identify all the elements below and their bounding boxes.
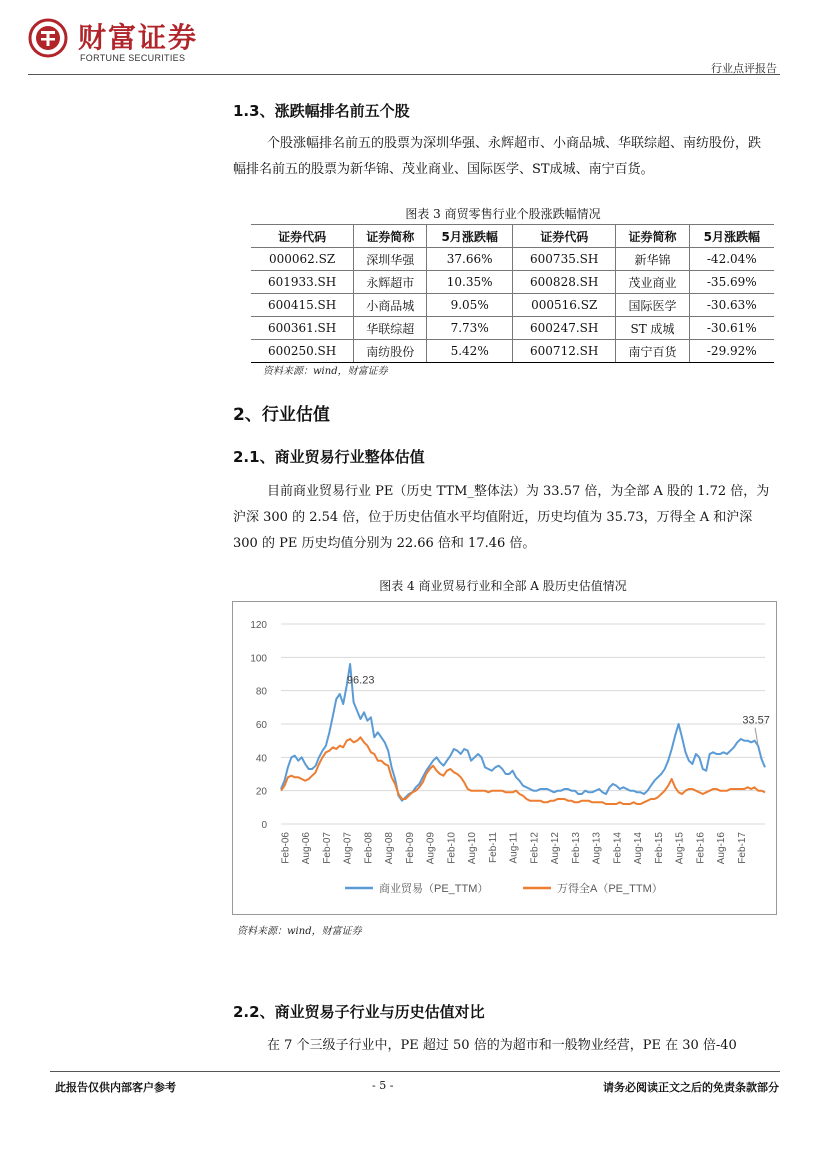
y-tick-label: 80 — [255, 686, 267, 698]
section-1-3-title: 1.3、涨跌幅排名前五个股 — [233, 102, 410, 120]
table-cell: -42.04% — [689, 248, 774, 271]
x-tick-label: Feb-11 — [487, 832, 499, 863]
series-line-1 — [281, 737, 765, 804]
table-cell: 000516.SZ — [512, 294, 615, 317]
y-tick-label: 40 — [255, 753, 267, 765]
data-label: 96.23 — [346, 674, 375, 687]
table-row — [251, 340, 774, 363]
x-tick-label: Feb-06 — [280, 832, 292, 864]
table-row — [251, 248, 774, 271]
y-tick-label: 0 — [261, 820, 267, 831]
table-cell: 永辉超市 — [354, 271, 427, 294]
report-type-label: 行业点评报告 — [711, 62, 777, 75]
x-tick-label: Feb-12 — [529, 832, 541, 864]
table-cell: ST 成城 — [616, 317, 689, 340]
table-cell: 000062.SZ — [251, 248, 354, 271]
table-row — [251, 271, 774, 294]
x-tick-label: Aug-14 — [633, 832, 645, 865]
table-cell: 南宁百货 — [616, 340, 689, 363]
data-label: 33.57 — [742, 714, 770, 727]
x-tick-label: Aug-16 — [716, 832, 728, 865]
table-cell: 小商品城 — [354, 294, 427, 317]
y-tick-label: 100 — [250, 653, 267, 665]
col-header-name: 证券简称 — [354, 225, 427, 248]
table-header-row — [251, 225, 774, 248]
x-tick-label: Feb-13 — [570, 832, 582, 864]
stock-change-table — [251, 224, 774, 363]
x-tick-label: Feb-08 — [363, 832, 375, 864]
x-tick-label: Aug-08 — [384, 832, 396, 865]
section-2-1-paragraph: 目前商业贸易行业 PE（历史 TTM_整体法）为 33.57 倍，为全部 A 股的 1.72 倍，为沪深 300 的 2.54 倍，位于历史估值水平均值附近，历史均值为 35.73，万得全 A 和沪深 300 的 PE 历史均值分别为 22.66 倍和 17.46 倍。 — [233, 484, 770, 551]
table-row — [251, 317, 774, 340]
table-cell: 南纺股份 — [354, 340, 427, 363]
section-2-2-title: 2.2、商业贸易子行业与历史估值对比 — [233, 1003, 485, 1021]
table-cell: 9.05% — [427, 294, 513, 317]
chart-source-note: 资料来源：wind，财富证券 — [237, 926, 362, 937]
y-tick-label: 120 — [250, 620, 267, 631]
x-tick-label: Feb-10 — [446, 832, 458, 864]
header-divider — [28, 74, 780, 75]
col-header-change: 5月涨跌幅 — [427, 225, 513, 248]
table-cell: 华联综超 — [354, 317, 427, 340]
x-tick-label: Aug-15 — [674, 832, 686, 865]
y-tick-label: 60 — [255, 720, 267, 731]
col-header-name: 证券简称 — [616, 225, 689, 248]
brand-name-english: FORTUNE SECURITIES — [80, 53, 186, 63]
footer-divider — [50, 1071, 780, 1072]
x-tick-label: Feb-15 — [653, 832, 665, 864]
x-tick-label: Aug-13 — [591, 832, 603, 865]
table-cell: 600735.SH — [512, 248, 615, 271]
table-cell: 600361.SH — [251, 317, 354, 340]
table-cell: 600250.SH — [251, 340, 354, 363]
table-cell: -30.63% — [689, 294, 774, 317]
fortune-securities-seal-logo — [28, 18, 68, 58]
table-cell: 600415.SH — [251, 294, 354, 317]
x-tick-label: Aug-10 — [467, 832, 479, 865]
legend-label: 万得全A（PE_TTM） — [557, 883, 663, 895]
x-tick-label: Aug-09 — [425, 832, 437, 865]
table-cell: 600828.SH — [512, 271, 615, 294]
x-tick-label: Feb-07 — [321, 832, 333, 864]
col-header-code: 证券代码 — [251, 225, 354, 248]
table-cell: 新华锦 — [616, 248, 689, 271]
table-cell: 600712.SH — [512, 340, 615, 363]
x-tick-label: Aug-07 — [342, 832, 354, 865]
col-header-change: 5月涨跌幅 — [689, 225, 774, 248]
table-cell: 600247.SH — [512, 317, 615, 340]
pe-history-chart — [232, 601, 777, 915]
x-tick-label: Aug-11 — [508, 832, 520, 864]
section-2-1-title: 2.1、商业贸易行业整体估值 — [233, 448, 425, 466]
x-tick-label: Feb-17 — [736, 832, 748, 864]
table-cell: -35.69% — [689, 271, 774, 294]
x-tick-label: Aug-06 — [301, 832, 313, 865]
legend-label: 商业贸易（PE_TTM） — [379, 883, 489, 895]
table-cell: 601933.SH — [251, 271, 354, 294]
table-cell: 37.66% — [427, 248, 513, 271]
section-2-2-paragraph: 在 7 个三级子行业中，PE 超过 50 倍的为超市和一般物业经营，PE 在 30 倍-40 — [267, 1038, 737, 1053]
section-1-3-paragraph: 个股涨幅排名前五的股票为深圳华强、永辉超市、小商品城、华联综超、南纺股份，跌幅排名前五的股票为新华锦、茂业商业、国际医学、ST成城、南宁百货。 — [233, 136, 762, 177]
x-tick-label: Aug-12 — [550, 832, 562, 865]
section-2-title: 2、行业估值 — [233, 405, 330, 425]
table-cell: -29.92% — [689, 340, 774, 363]
col-header-code: 证券代码 — [512, 225, 615, 248]
x-tick-label: Feb-14 — [612, 832, 624, 864]
y-tick-label: 20 — [255, 786, 267, 798]
page-number: - 5 - — [372, 1079, 394, 1092]
table-cell: 5.42% — [427, 340, 513, 363]
pe-history-chart-svg — [233, 602, 776, 914]
footer-disclaimer-left: 此报告仅供内部客户参考 — [55, 1081, 176, 1094]
table-cell: -30.61% — [689, 317, 774, 340]
table-cell: 7.73% — [427, 317, 513, 340]
x-tick-label: Feb-09 — [404, 832, 416, 864]
table-cell: 10.35% — [427, 271, 513, 294]
table-caption: 图表 3 商贸零售行业个股涨跌幅情况 — [405, 207, 601, 221]
chart-caption: 图表 4 商业贸易行业和全部 A 股历史估值情况 — [379, 579, 627, 593]
footer-disclaimer-right: 请务必阅读正文之后的免责条款部分 — [603, 1081, 779, 1094]
table-row — [251, 294, 774, 317]
table-cell: 深圳华强 — [354, 248, 427, 271]
table-cell: 茂业商业 — [616, 271, 689, 294]
x-tick-label: Feb-16 — [695, 832, 707, 864]
table-source-note: 资料来源：wind，财富证券 — [263, 366, 388, 377]
table-cell: 国际医学 — [616, 294, 689, 317]
brand-name-chinese: 财富证券 — [78, 21, 199, 54]
